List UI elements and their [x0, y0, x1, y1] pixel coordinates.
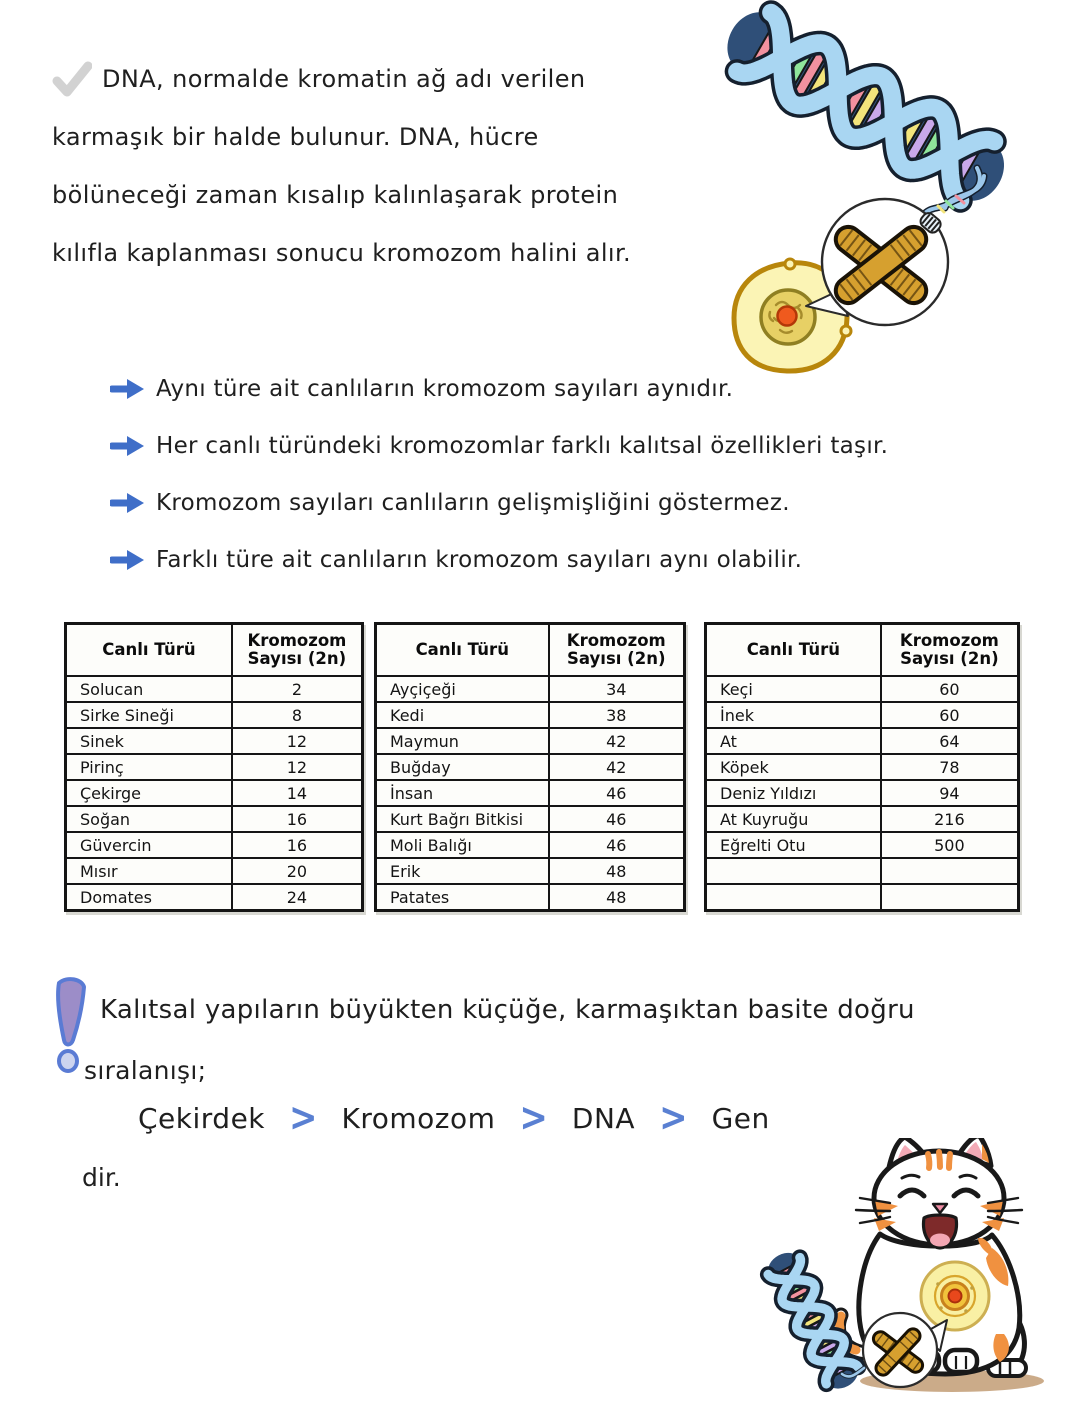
intro-text: bölüneceği zaman kısalıp kalınlaşarak protein	[52, 181, 619, 209]
greater-than-icon: >	[659, 1095, 688, 1141]
count-cell: 12	[232, 754, 363, 780]
table-row	[66, 858, 363, 884]
greater-than-icon: >	[289, 1095, 318, 1141]
cell-icon	[921, 1262, 989, 1330]
table-row	[376, 702, 685, 728]
species-cell	[706, 884, 881, 911]
note-text-line2: sıralanışı;	[84, 1056, 207, 1085]
table-row	[706, 884, 1019, 911]
count-cell: 216	[881, 806, 1019, 832]
column-header: Kromozom Sayısı (2n)	[881, 624, 1019, 677]
table-row	[706, 676, 1019, 702]
table-row	[706, 780, 1019, 806]
count-cell: 46	[549, 780, 685, 806]
count-cell: 16	[232, 806, 363, 832]
count-cell: 46	[549, 806, 685, 832]
cat-illustration	[742, 1138, 1072, 1417]
table-row	[706, 702, 1019, 728]
table-row	[376, 832, 685, 858]
hierarchy-sequence	[138, 1095, 770, 1141]
bullet-text: Farklı türe ait canlıların kromozom sayıları aynı olabilir.	[156, 546, 803, 573]
sequence-item: Gen	[711, 1101, 770, 1135]
species-cell: Deniz Yıldızı	[706, 780, 881, 806]
chromosome-table-3	[704, 622, 1020, 912]
species-cell	[706, 858, 881, 884]
chromosome-table-1	[64, 622, 364, 912]
column-header: Canlı Türü	[66, 624, 232, 677]
species-cell: Sinek	[66, 728, 232, 754]
intro-paragraph	[52, 50, 692, 282]
count-cell: 20	[232, 858, 363, 884]
cat-head	[856, 1138, 1022, 1248]
table-row	[66, 754, 363, 780]
species-cell: Ayçiçeği	[376, 676, 549, 702]
table-row	[376, 806, 685, 832]
intro-line	[52, 50, 692, 108]
bullet-text: Aynı türe ait canlıların kromozom sayıları aynıdır.	[156, 375, 734, 402]
column-header: Kromozom Sayısı (2n)	[549, 624, 685, 677]
table-row	[376, 858, 685, 884]
species-cell: Buğday	[376, 754, 549, 780]
count-cell: 24	[232, 884, 363, 911]
count-cell: 38	[549, 702, 685, 728]
count-cell: 500	[881, 832, 1019, 858]
count-cell: 14	[232, 780, 363, 806]
species-cell: Kurt Bağrı Bitkisi	[376, 806, 549, 832]
intro-text: kılıfla kaplanması sonucu kromozom halini alır.	[52, 239, 632, 267]
bullet-text: Kromozom sayıları canlıların gelişmişliğini göstermez.	[156, 489, 790, 516]
species-cell: Çekirge	[66, 780, 232, 806]
count-cell: 46	[549, 832, 685, 858]
table-row	[66, 832, 363, 858]
table-row	[376, 728, 685, 754]
intro-line	[52, 224, 692, 282]
count-cell: 94	[881, 780, 1019, 806]
intro-text: karmaşık bir halde bulunur. DNA, hücre	[52, 123, 539, 151]
count-cell: 8	[232, 702, 363, 728]
sequence-item: Çekirdek	[138, 1101, 266, 1135]
count-cell: 2	[232, 676, 363, 702]
count-cell: 48	[549, 858, 685, 884]
bullet-item	[110, 531, 1010, 588]
bullet-item	[110, 417, 1010, 474]
count-cell	[881, 884, 1019, 911]
table-row	[706, 754, 1019, 780]
species-cell: Eğrelti Otu	[706, 832, 881, 858]
table-row	[66, 780, 363, 806]
bullet-item	[110, 360, 1010, 417]
arrow-right-icon	[110, 491, 146, 515]
count-cell: 78	[881, 754, 1019, 780]
table-row	[706, 858, 1019, 884]
species-cell: Sirke Sineği	[66, 702, 232, 728]
count-cell: 34	[549, 676, 685, 702]
count-cell: 48	[549, 884, 685, 911]
table-row	[376, 676, 685, 702]
table-row	[376, 754, 685, 780]
table-row	[706, 832, 1019, 858]
arrow-right-icon	[110, 377, 146, 401]
count-cell: 16	[232, 832, 363, 858]
count-cell	[881, 858, 1019, 884]
count-cell: 42	[549, 728, 685, 754]
dna-helix-icon	[716, 0, 1016, 213]
arrow-right-icon	[110, 434, 146, 458]
count-cell: 64	[881, 728, 1019, 754]
note-text-line1: Kalıtsal yapıların büyükten küçüğe, karmaşıktan basite doğru	[100, 995, 915, 1025]
bullet-list	[110, 360, 1010, 588]
sequence-item: Kromozom	[341, 1101, 496, 1135]
species-cell: Erik	[376, 858, 549, 884]
count-cell: 12	[232, 728, 363, 754]
table-row	[66, 884, 363, 911]
table-row	[66, 728, 363, 754]
species-cell: Maymun	[376, 728, 549, 754]
bullet-item	[110, 474, 1010, 531]
species-cell: Patates	[376, 884, 549, 911]
table-row	[66, 702, 363, 728]
dna-helix-icon	[763, 1247, 864, 1394]
check-icon	[52, 61, 92, 97]
species-cell: Güvercin	[66, 832, 232, 858]
nucleolus	[778, 307, 797, 326]
table-row	[376, 884, 685, 911]
species-cell: İnsan	[376, 780, 549, 806]
arrow-right-icon	[110, 548, 146, 572]
table-row	[66, 806, 363, 832]
count-cell: 60	[881, 702, 1019, 728]
intro-line	[52, 166, 692, 224]
species-cell: Kedi	[376, 702, 549, 728]
table-row	[706, 728, 1019, 754]
table-row	[706, 806, 1019, 832]
species-cell: Köpek	[706, 754, 881, 780]
species-cell: At Kuyruğu	[706, 806, 881, 832]
bullet-text: Her canlı türündeki kromozomlar farklı kalıtsal özellikleri taşır.	[156, 432, 889, 459]
greater-than-icon: >	[519, 1095, 548, 1141]
sequence-item: DNA	[571, 1101, 636, 1135]
table-row	[66, 676, 363, 702]
species-cell: Domates	[66, 884, 232, 911]
column-header: Canlı Türü	[376, 624, 549, 677]
chromosome-table-2	[374, 622, 686, 912]
table-row	[376, 780, 685, 806]
dna-to-chromosome-illustration	[698, 0, 1060, 376]
intro-line	[52, 108, 692, 166]
species-cell: Mısır	[66, 858, 232, 884]
species-cell: Soğan	[66, 806, 232, 832]
count-cell: 42	[549, 754, 685, 780]
species-cell: At	[706, 728, 881, 754]
column-header: Kromozom Sayısı (2n)	[232, 624, 363, 677]
note-suffix: dir.	[82, 1163, 121, 1192]
species-cell: Pirinç	[66, 754, 232, 780]
species-cell: Keçi	[706, 676, 881, 702]
intro-text: DNA, normalde kromatin ağ adı verilen	[102, 65, 586, 93]
species-cell: Moli Balığı	[376, 832, 549, 858]
count-cell: 60	[881, 676, 1019, 702]
column-header: Canlı Türü	[706, 624, 881, 677]
species-cell: İnek	[706, 702, 881, 728]
species-cell: Solucan	[66, 676, 232, 702]
